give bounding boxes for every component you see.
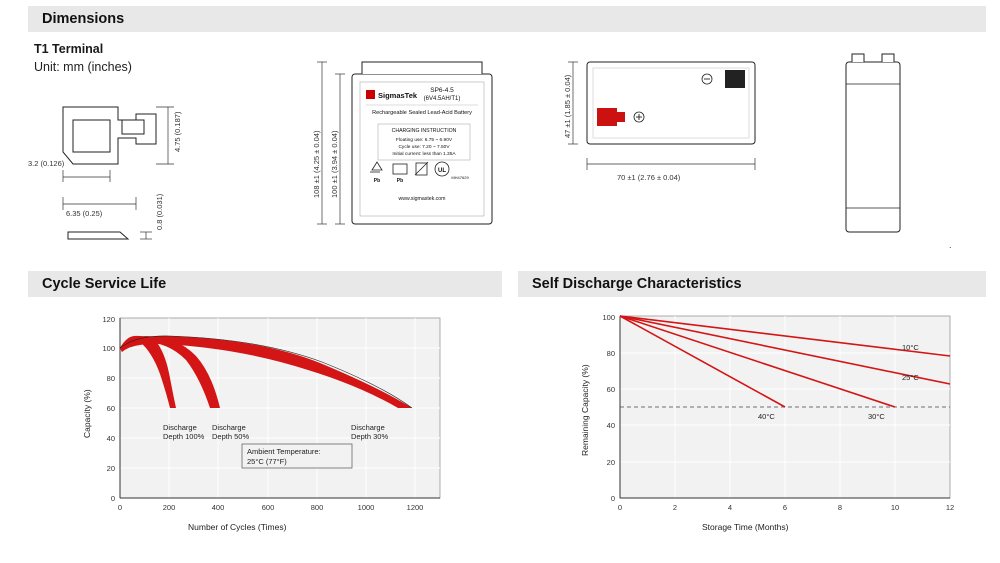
self-ytick-40: 40 xyxy=(606,421,615,430)
self-discharge-section-title: Self Discharge Characteristics xyxy=(532,276,742,292)
label-charging-title: CHARGING INSTRUCTION xyxy=(391,128,457,134)
terminal-length-dim: 6.35 (0.25) xyxy=(66,209,103,218)
self-ytick-20: 20 xyxy=(606,458,615,467)
cycle-ytick-60: 60 xyxy=(106,404,115,413)
cycle-ytick-80: 80 xyxy=(106,374,115,383)
self-ytick-60: 60 xyxy=(606,385,615,394)
label-spec: (6V4.5AH/T1) xyxy=(423,96,461,102)
top-width-dim: 70 ±1 (2.76 ± 0.04) xyxy=(617,173,681,182)
self-xtick-8: 8 xyxy=(837,503,843,512)
cycle-xtick-0: 0 xyxy=(117,503,123,512)
self-ytick-100: 100 xyxy=(602,313,615,322)
label-charging-line-2: Cycle use: 7.20 ~ 7.50V xyxy=(398,145,450,150)
cycle-annotation-30-line2: Depth 30% xyxy=(351,432,389,441)
self-ylabel: Remaining Capacity (%) xyxy=(580,364,590,456)
cycle-annotation-50-line2: Depth 50% xyxy=(212,432,250,441)
cycle-xtick-1200: 1200 xyxy=(406,503,424,512)
terminal-width-dim: 3.2 (0.126) xyxy=(28,159,65,168)
label-type: Rechargeable Sealed Lead-Acid Battery xyxy=(372,110,472,116)
label-mark-pb-1: Pb xyxy=(373,178,381,184)
cycle-section-title: Cycle Service Life xyxy=(42,276,167,292)
battery-top-view xyxy=(555,48,795,238)
label-mark-mh: MH47629 xyxy=(451,175,469,180)
self-xtick-6: 6 xyxy=(782,503,788,512)
self-xtick-4: 4 xyxy=(727,503,733,512)
cycle-ytick-20: 20 xyxy=(106,464,115,473)
cycle-service-life-chart xyxy=(60,308,480,548)
cycle-xtick-200: 200 xyxy=(162,503,176,512)
self-label-30c: 30°C xyxy=(868,412,885,421)
cycle-ambient-line2: 25°C (77°F) xyxy=(247,457,287,466)
terminal-thickness-dim: 0.8 (0.031) xyxy=(155,193,164,230)
cycle-ytick-0: 0 xyxy=(110,494,115,503)
battery-side-view xyxy=(820,48,940,238)
cycle-xtick-400: 400 xyxy=(211,503,225,512)
self-ytick-0: 0 xyxy=(610,494,615,503)
terminal-height-dim: 4.75 (0.187) xyxy=(173,111,182,152)
cycle-xlabel: Number of Cycles (Times) xyxy=(188,522,287,532)
front-total-height-dim: 108 ±1 (4.25 ± 0.04) xyxy=(312,130,321,198)
self-xtick-12: 12 xyxy=(945,503,955,512)
cycle-annotation-100-line2: Depth 100% xyxy=(163,432,205,441)
battery-front-view xyxy=(300,48,520,238)
svg-text:UL: UL xyxy=(438,168,446,174)
terminal-drawing xyxy=(28,82,228,257)
self-label-10c: 10°C xyxy=(902,343,919,352)
cycle-ytick-100: 100 xyxy=(102,344,115,353)
cycle-ytick-40: 40 xyxy=(106,434,115,443)
self-discharge-section-header xyxy=(518,271,986,297)
cycle-ytick-120: 120 xyxy=(102,315,115,324)
top-depth-dim: 47 ±1 (1.85 ± 0.04) xyxy=(563,74,572,138)
cycle-xtick-800: 800 xyxy=(310,503,324,512)
cycle-xtick-600: 600 xyxy=(261,503,275,512)
cycle-annotation-50-line1: Discharge xyxy=(212,423,246,432)
label-model: SP6-4.5 xyxy=(430,87,454,94)
label-website: www.sigmastek.com xyxy=(398,196,446,202)
cycle-xtick-1000: 1000 xyxy=(357,503,375,512)
self-xtick-2: 2 xyxy=(672,503,678,512)
unit-note: Unit: mm (inches) xyxy=(34,60,132,74)
label-charging-line-3: Initial current: less than 1.35A xyxy=(392,152,456,157)
label-mark-pb-2: Pb xyxy=(396,178,404,184)
cycle-ylabel: Capacity (%) xyxy=(82,389,92,438)
dimensions-section-header xyxy=(28,6,986,32)
cycle-ambient-line1: Ambient Temperature: xyxy=(247,447,321,456)
self-label-25c: 25°C xyxy=(902,373,919,382)
self-xtick-10: 10 xyxy=(890,503,900,512)
cycle-section-header xyxy=(28,271,502,297)
cycle-annotation-100-line1: Discharge xyxy=(163,423,197,432)
self-label-40c: 40°C xyxy=(758,412,775,421)
self-ytick-80: 80 xyxy=(606,349,615,358)
label-charging-line-1: Floating use: 6.75 ~ 6.90V xyxy=(395,138,453,143)
label-brand: SigmasTek xyxy=(378,91,418,100)
side-view-marker: . xyxy=(949,240,952,250)
self-xlabel: Storage Time (Months) xyxy=(702,522,789,532)
self-discharge-chart xyxy=(550,308,980,548)
self-xtick-0: 0 xyxy=(617,503,623,512)
t1-terminal-title: T1 Terminal xyxy=(34,42,104,56)
front-body-height-dim: 100 ±1 (3.94 ± 0.04) xyxy=(330,130,339,198)
cycle-annotation-30-line1: Discharge xyxy=(351,423,385,432)
dimensions-section-title: Dimensions xyxy=(42,11,125,27)
